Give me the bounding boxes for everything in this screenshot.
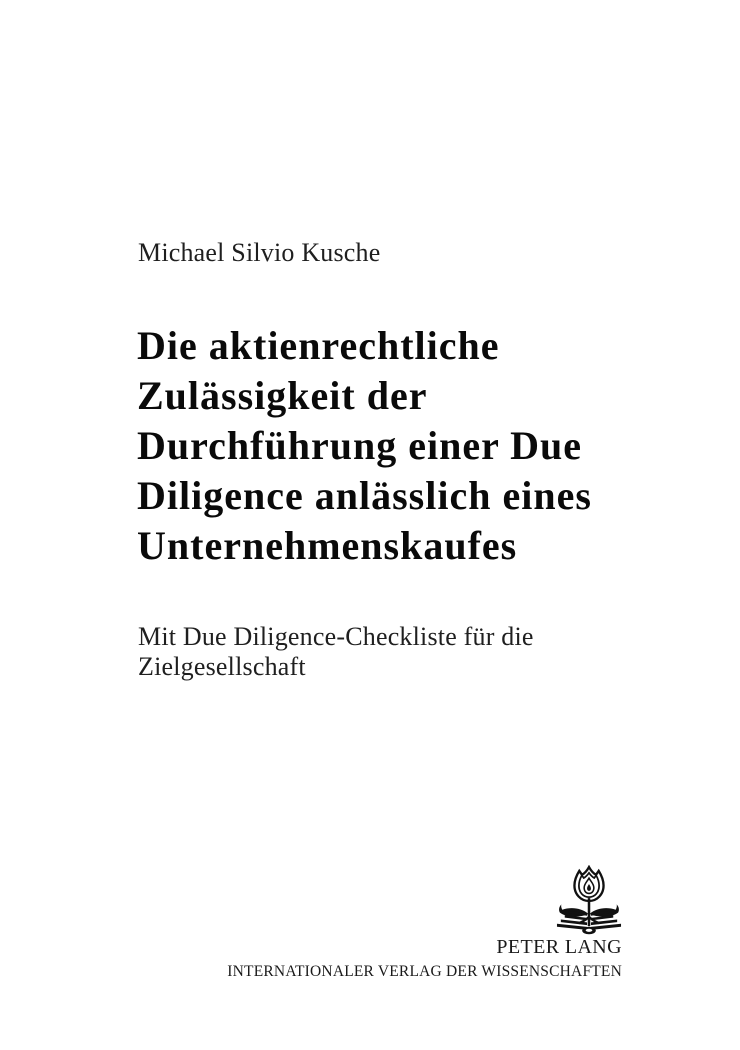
book-subtitle-line: Zielgesellschaft bbox=[138, 652, 306, 681]
publisher-tagline: INTERNATIONALER VERLAG DER WISSENSCHAFTEN bbox=[227, 963, 622, 980]
book-title-line: Durchführung einer Due bbox=[137, 423, 583, 468]
book-title-line: Zulässigkeit der bbox=[137, 373, 428, 418]
book-subtitle bbox=[138, 622, 534, 682]
author-name: Michael Silvio Kusche bbox=[138, 238, 381, 267]
book-title-line: Diligence anlässlich eines bbox=[137, 473, 592, 518]
book-title-line: Unternehmenskaufes bbox=[137, 523, 518, 568]
publisher-name: PETER LANG bbox=[496, 936, 622, 958]
book-subtitle-line: Mit Due Diligence-Checkliste für die bbox=[138, 622, 534, 651]
tulip-book-icon bbox=[556, 865, 622, 937]
book-title-line: Die aktienrechtliche bbox=[137, 323, 500, 368]
book-title bbox=[137, 321, 592, 571]
